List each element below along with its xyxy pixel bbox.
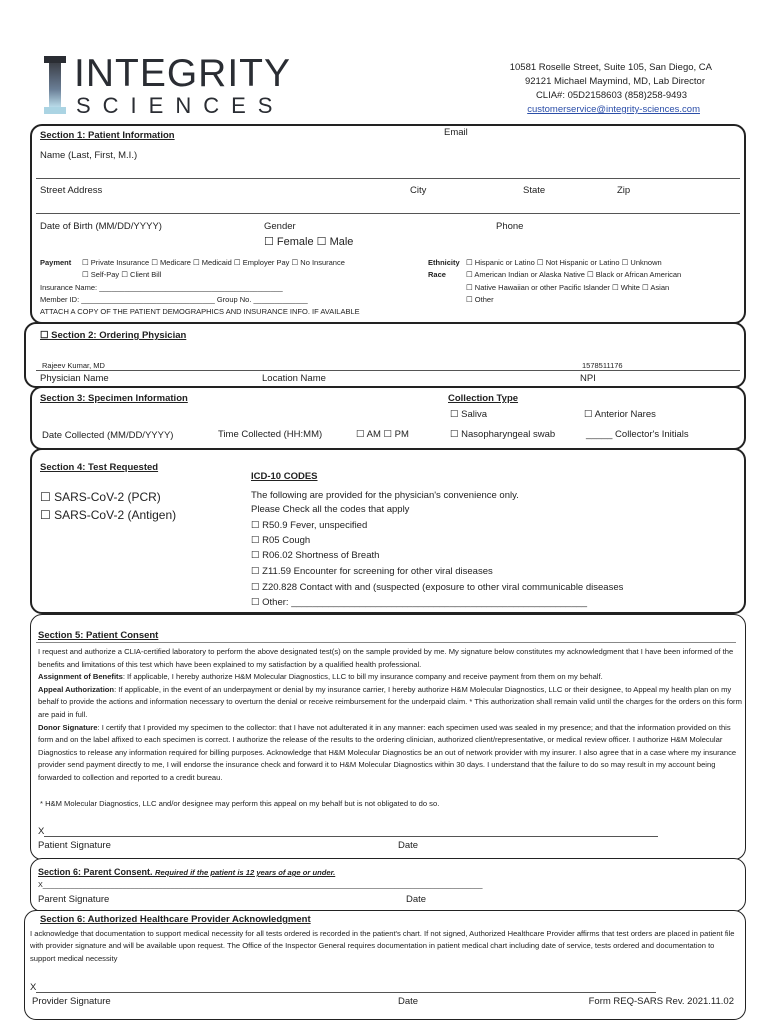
- section-6-parent-title-main: Section 6: Parent Consent.: [38, 867, 153, 877]
- consent-paragraph-1: I request and authorize a CLIA-certified laboratory to perform the above designated test(s) on the sample provided by me. My signature below constitutes my acknowledgment that I have been informed of the benefits and limitations of this test which have been explained to my satisfaction by a qualified health professional.: [38, 647, 734, 669]
- section-3-title: Section 3: Specimen Information: [40, 393, 188, 404]
- payment-options-row-1[interactable]: ☐ Private Insurance ☐ Medicare ☐ Medicaid ☐ Employer Pay ☐ No Insurance: [82, 258, 345, 267]
- am-pm-checkboxes[interactable]: ☐ AM ☐ PM: [356, 429, 409, 440]
- race-options-row-1[interactable]: ☐ American Indian or Alaska Native ☐ Black or African American: [466, 270, 682, 279]
- city-label: City: [410, 185, 427, 196]
- logo-word-sciences: SCIENCES: [76, 93, 285, 118]
- assignment-of-benefits-text: : If applicable, I hereby authorize H&M Molecular Diagnostics, LLC to bill my insurance company and receive payment from them on my behalf.: [122, 672, 603, 682]
- icd-code-r05[interactable]: ☐ R05 Cough: [251, 535, 311, 546]
- provider-signature-x: X: [30, 982, 37, 993]
- section-5-title-rule: [36, 642, 736, 643]
- location-name-label: Location Name: [262, 373, 326, 384]
- consent-footnote: * H&M Molecular Diagnostics, LLC and/or designee may perform this appeal on my behalf but is not obligated to do so.: [40, 799, 440, 808]
- physician-name-label: Physician Name: [40, 373, 109, 384]
- collector-initials-field[interactable]: _____ Collector's Initials: [586, 429, 689, 440]
- date-collected-label: Date Collected (MM/DD/YYYY): [42, 430, 174, 441]
- ethnicity-options[interactable]: ☐ Hispanic or Latino ☐ Not Hispanic or Latino ☐ Unknown: [466, 258, 662, 267]
- icd-10-title: ICD-10 CODES: [251, 471, 318, 482]
- parent-signature-line[interactable]: X______________________________________________________________________________________________________________: [38, 880, 483, 889]
- icd-intro-1: The following are provided for the physician's convenience only.: [251, 490, 519, 501]
- attach-note: ATTACH A COPY OF THE PATIENT DEMOGRAPHICS AND INSURANCE INFO. IF AVAILABLE: [40, 307, 360, 316]
- section-2-title: ☐ Section 2: Ordering Physician: [40, 330, 187, 341]
- race-label: Race: [428, 270, 446, 279]
- section-6-parent-title-note: Required if the patient is 12 years of age or under.: [155, 868, 336, 877]
- payment-options-row-2[interactable]: ☐ Self-Pay ☐ Client Bill: [82, 270, 162, 279]
- patient-signature-x: X: [38, 826, 45, 837]
- nasopharyngeal-checkbox[interactable]: ☐ Nasopharyngeal swab: [450, 429, 556, 440]
- collection-type-label: Collection Type: [448, 393, 519, 404]
- physician-field-line[interactable]: [36, 370, 740, 371]
- donor-signature-label: Donor Signature: [38, 722, 98, 732]
- street-label: Street Address: [40, 185, 103, 196]
- section-4-title: Section 4: Test Requested: [40, 462, 159, 473]
- name-label: Name (Last, First, M.I.): [40, 150, 138, 161]
- npi-label: NPI: [580, 373, 596, 384]
- icd-code-z20-828[interactable]: ☐ Z20.828 Contact with and (suspected (exposure to other viral communicable diseases: [251, 582, 624, 593]
- address-line-2: 92121 Michael Maymind, MD, Lab Director: [524, 76, 705, 87]
- section-6-parent-title: [38, 867, 335, 877]
- icd-code-z11-59[interactable]: ☐ Z11.59 Encounter for screening for other viral diseases: [251, 566, 493, 577]
- provider-date-label: Date: [398, 996, 419, 1007]
- email-link[interactable]: customerservice@integrity-sciences.com: [527, 104, 700, 115]
- payment-label: Payment: [40, 258, 72, 267]
- provider-signature-label: Provider Signature: [32, 996, 111, 1007]
- state-label: State: [523, 185, 546, 196]
- member-id-field[interactable]: Member ID: ________________________________ Group No. _____________: [40, 295, 308, 304]
- icd-code-r06-02[interactable]: ☐ R06.02 Shortness of Breath: [251, 550, 380, 561]
- physician-name-value: Rajeev Kumar, MD: [42, 361, 105, 370]
- zip-label: Zip: [617, 185, 631, 196]
- assignment-of-benefits-label: Assignment of Benefits: [38, 672, 123, 682]
- form-revision-id: Form REQ-SARS Rev. 2021.11.02: [588, 996, 734, 1007]
- gender-label: Gender: [264, 221, 296, 232]
- appeal-authorization-text: : If applicable, in the event of an underpayment or denial by my insurance carrier, I hereby authorize H&M Molecular Diagnostics, LLC or their designee, to Appeal my health plan on my behalf to provide the actions and information necessary to overturn the denial or receive reimbursement for the underpaid claim. * This authorization shall remain valid until the charges for the orders on this form are paid in full.: [38, 684, 742, 719]
- icd-intro-2: Please Check all the codes that apply: [251, 504, 410, 515]
- patient-signature-label: Patient Signature: [38, 840, 111, 851]
- donor-signature-text: : I certify that I provided my specimen to the collector: that I have not adulterated it in any manner: each specimen used was sealed in my presence; and that the information provided on this form and on the label affixed to each specimen is correct. I authorize the release of the results to the ordering clinician, authorized client/representative, or medical review officer. I authorize H&M Molecular Diagnostics to release any information required for billing purposes. Acknowledge that H&M Molecular Diagnostics be an out of network provider with my insurer. I also agree that in a case where my insurance provider send payment directly to me, I will endorse the insurance check and forward it to H&M Molecular Diagnostics within 30 days. I understand that the failure to do so may result in my account being forwarded to collection and reported to a credit bureau.: [38, 722, 737, 782]
- dob-label: Date of Birth (MM/DD/YYYY): [40, 221, 162, 232]
- npi-value: 1578511176: [582, 361, 623, 370]
- test-antigen-checkbox[interactable]: ☐ SARS-CoV-2 (Antigen): [40, 508, 177, 522]
- provider-signature-line[interactable]: [36, 992, 656, 993]
- test-pcr-checkbox[interactable]: ☐ SARS-CoV-2 (PCR): [40, 490, 161, 504]
- time-collected-label: Time Collected (HH:MM): [218, 429, 323, 440]
- ethnicity-label: Ethnicity: [428, 258, 460, 267]
- icd-code-other[interactable]: ☐ Other: ________________________________________________________: [251, 597, 588, 608]
- logo-word-integrity: INTEGRITY: [74, 52, 292, 95]
- saliva-checkbox[interactable]: ☐ Saliva: [450, 409, 488, 420]
- parent-signature-label: Parent Signature: [38, 894, 110, 905]
- patient-signature-line[interactable]: [44, 836, 658, 837]
- clia-line: CLIA#: 05D2158603 (858)258-9493: [535, 90, 687, 101]
- parent-date-label: Date: [406, 894, 427, 905]
- appeal-authorization-label: Appeal Authorization: [38, 684, 115, 694]
- section-5-title: Section 5: Patient Consent: [38, 630, 159, 641]
- icd-code-r50-9[interactable]: ☐ R50.9 Fever, unspecified: [251, 520, 368, 531]
- address-line-1: 10581 Roselle Street, Suite 105, San Diego, CA: [509, 62, 712, 73]
- section-1-title: Section 1: Patient Information: [40, 130, 175, 141]
- race-options-row-2[interactable]: ☐ Native Hawaiian or other Pacific Islander ☐ White ☐ Asian: [466, 283, 670, 292]
- consent-text: [38, 646, 744, 785]
- section-6-provider-title: Section 6: Authorized Healthcare Provider Acknowledgment: [40, 914, 311, 925]
- race-options-row-3[interactable]: ☐ Other: [466, 295, 494, 304]
- provider-acknowledgment-text: I acknowledge that documentation to support medical necessity for all tests ordered is recorded in the patient's chart. If not signed, Authorized Healthcare Provider affirms that test orders are placed in patient file with provider signature and will be available upon request. The Office of the Inspector General requires documentation in patient medical chart including date of service, tests ordered and documentation to support medical necessity: [30, 929, 735, 963]
- insurance-name-field[interactable]: Insurance Name: ____________________________________________: [40, 283, 283, 292]
- email-label: Email: [444, 127, 468, 138]
- anterior-nares-checkbox[interactable]: ☐ Anterior Nares: [584, 409, 656, 420]
- address-field-line[interactable]: [36, 213, 740, 214]
- name-field-line[interactable]: [36, 178, 740, 179]
- phone-label: Phone: [496, 221, 524, 232]
- patient-date-label: Date: [398, 840, 419, 851]
- gender-checkboxes[interactable]: ☐ Female ☐ Male: [264, 236, 354, 248]
